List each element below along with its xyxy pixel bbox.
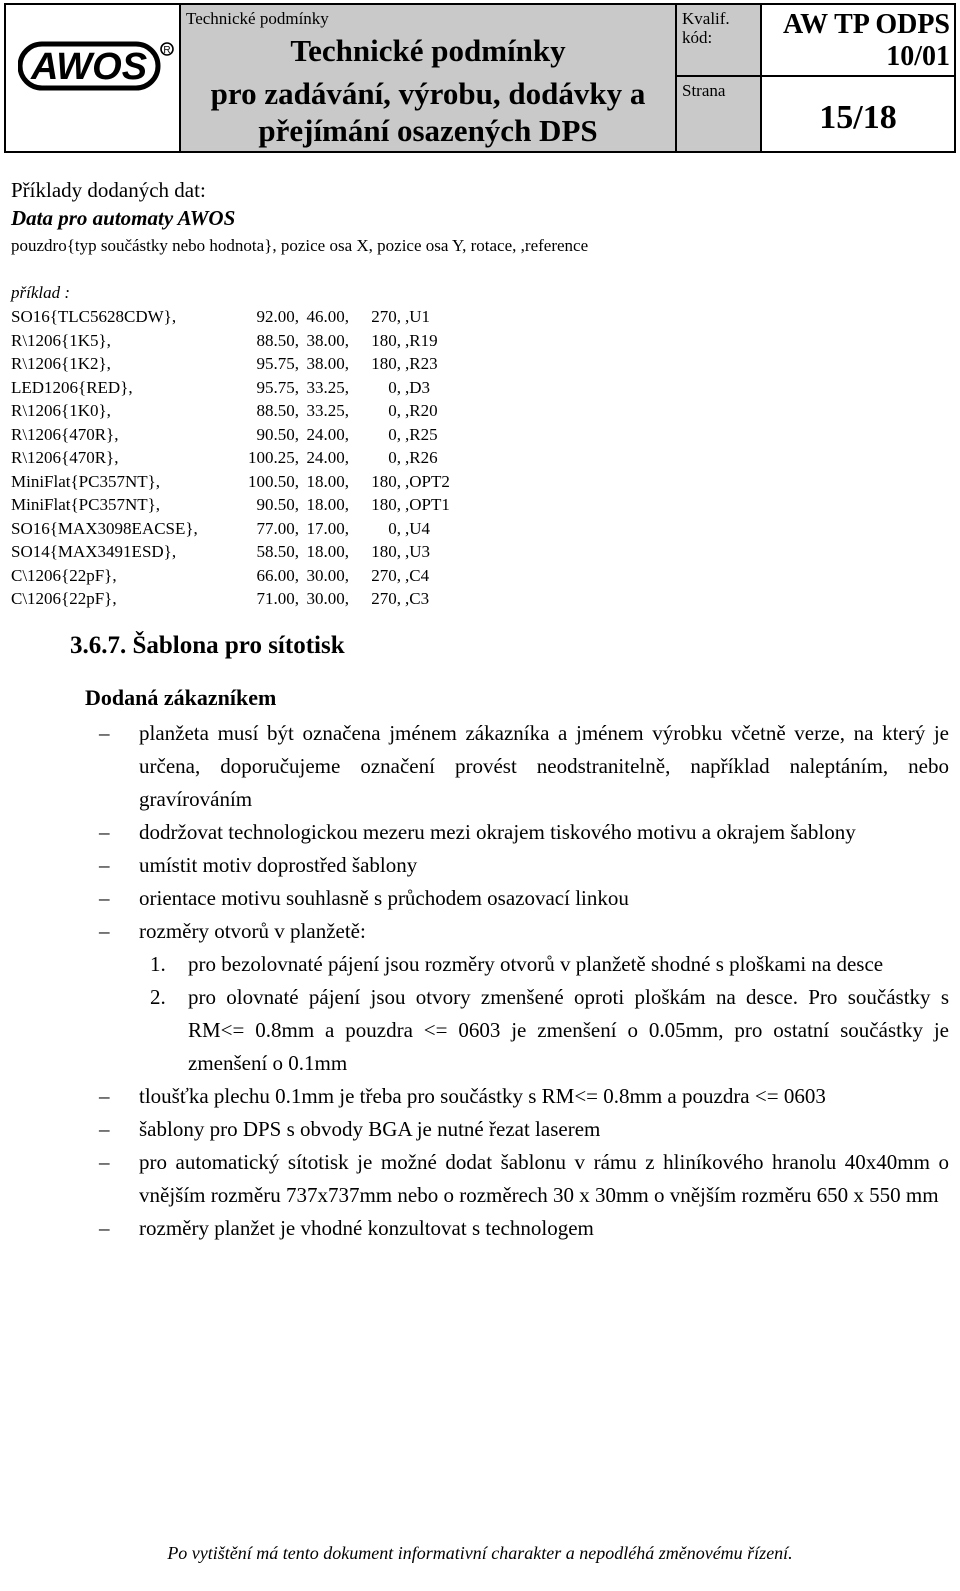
data-cell-y: 46.00, [306,307,349,326]
examples-subtitle: Data pro automaty AWOS [11,206,236,230]
company-logo [6,5,175,142]
data-cell-rot: 0, [388,401,401,420]
data-cell-part: MiniFlat{PC357NT}, [11,495,161,514]
data-cell-ref: ,U4 [405,518,431,538]
data-cell-rot: 0, [388,448,401,467]
data-cell-y: 33.25, [306,401,349,420]
data-cell-rot: 270, [371,589,401,608]
data-cell-y: 30.00, [306,565,349,585]
section-heading: 3.6.7. Šablona pro sítotisk [70,632,345,659]
awos-logo-icon [18,40,174,92]
page-label: Strana [682,81,726,100]
data-cell-part: C\1206{22pF}, [11,565,117,585]
data-cell-rot: 0, [388,377,401,397]
title-line-1: Technické podmínky [290,33,566,68]
data-cell-part: SO16{TLC5628CDW}, [11,307,177,326]
data-cell-part: MiniFlat{PC357NT}, [11,471,161,491]
data-cell-part: LED1206{RED}, [11,377,133,397]
data-cell-ref: ,R20 [405,401,438,420]
data-cell-y: 38.00, [306,330,349,350]
page-number: 15/18 [819,99,897,136]
data-cell-y: 17.00, [306,518,349,538]
data-cell-y: 33.25, [306,377,349,397]
data-cell-x: 100.50, [248,471,299,491]
footer-note: Po vytištění má tento dokument informativní charakter a nepodléhá změnovému řízení. [167,1543,793,1563]
data-cell-y: 38.00, [306,354,349,373]
data-cell-ref: ,R23 [405,354,438,373]
data-cell-rot: 0, [388,518,401,538]
data-cell-x: 95.75, [256,377,299,397]
data-cell-x: 88.50, [256,330,299,350]
data-cell-ref: ,U1 [405,307,431,326]
examples-title: Příklady dodaných dat: [11,178,206,202]
data-cell-ref: ,C3 [405,589,430,608]
data-cell-rot: 180, [371,354,401,373]
title-line-2: pro zadávání, výrobu, dodávky a [210,76,646,111]
title-cell [180,4,676,152]
data-cell-rot: 180, [371,542,401,561]
list-item: – umístit motiv doprostřed šablony [99,853,418,877]
data-cell-ref: ,C4 [405,565,430,585]
data-cell-y: 30.00, [306,589,349,608]
data-cell-rot: 0, [388,424,401,444]
data-cell-rot: 180, [371,471,401,491]
document-header [4,3,956,153]
data-cell-part: C\1206{22pF}, [11,589,117,608]
numbered-sub-item: 1. pro bezolovnaté pájení jsou rozměry otvorů v planžetě shodné s ploškami na desce [150,952,884,976]
data-cell-x: 66.00, [256,565,299,585]
data-cell-ref: ,OPT2 [405,471,450,491]
data-format-line: pouzdro{typ součástky nebo hodnota}, pozice osa X, pozice osa Y, rotace, ,reference [11,236,589,255]
data-cell-part: R\1206{470R}, [11,448,119,467]
data-cell-part: R\1206{1K2}, [11,354,111,373]
data-cell-y: 18.00, [306,495,349,514]
doc-code-line-2: 10/01 [886,41,950,72]
data-cell-rot: 180, [371,330,401,350]
data-cell-x: 71.00, [256,589,299,608]
numbered-sub-item: 2. pro olovnaté pájení jsou otvory zmenšené oproti ploškám na desce. Pro součástky s RM<= 0.8mm a pouzdra <= 0603 je zmenšení o 0.05mm, pro ostatní součástky je zmenšení o 0.1mm [150,985,949,1075]
logo-text: AWOS [30,46,148,88]
data-cell-y: 18.00, [306,471,349,491]
list-item: – planžeta musí být označena jménem zákazníka a jménem výrobku včetně verze, na který je určena, doporučujeme označení provést neodstranitelně, například naleptáním, nebo gravírováním [99,721,949,811]
data-cell-x: 95.75, [256,354,299,373]
logo-cell [5,4,180,152]
list-item: – pro automatický sítotisk je možné dodat šablonu v rámu z hliníkového hranolu 40x40mm o vnějším rozměru 737x737mm nebo o rozměrech 30 x 30mm o vnějším rozměru 650 x 550 mm [99,1150,949,1207]
data-cell-ref: ,R25 [405,424,438,444]
list-item: – rozměry otvorů v planžetě: [99,919,366,943]
data-cell-x: 58.50, [256,542,299,561]
label-cell [676,4,761,152]
data-cell-rot: 180, [371,495,401,514]
list-item: – orientace motivu souhlasně s průchodem osazovací linkou [99,886,629,910]
data-cell-y: 24.00, [306,448,349,467]
data-cell-ref: ,U3 [405,542,431,561]
list-item: – šablony pro DPS s obvody BGA je nutné řezat laserem [99,1117,601,1141]
kvalif-label: Kvalif. kód: [682,9,730,47]
doc-type-label: Technické podmínky [186,9,329,28]
data-cell-y: 24.00, [306,424,349,444]
data-cell-rot: 270, [371,565,401,585]
data-cell-ref: ,D3 [405,377,431,397]
list-item: – tloušťka plechu 0.1mm je třeba pro součástky s RM<= 0.8mm a pouzdra <= 0603 [99,1084,826,1108]
svg-text:R: R [163,45,171,56]
list-item: – dodržovat technologickou mezeru mezi okrajem tiskového motivu a okrajem šablony [99,820,856,844]
data-cell-part: R\1206{1K0}, [11,401,111,420]
data-cell-ref: ,R19 [405,330,438,350]
data-cell-ref: ,OPT1 [405,495,450,514]
data-cell-x: 77.00, [256,518,299,538]
doc-code-line-1: AW TP ODPS [782,9,950,40]
data-cell-part: SO16{MAX3098EACSE}, [11,518,198,538]
data-cell-rot: 270, [371,307,401,326]
example-label: příklad : [11,283,71,302]
data-cell-y: 18.00, [306,542,349,561]
requirements-list [99,717,949,1245]
data-cell-ref: ,R26 [405,448,438,467]
data-cell-x: 90.50, [256,495,299,514]
section-subheading: Dodaná zákazníkem [85,685,277,710]
data-cell-part: R\1206{470R}, [11,424,119,444]
data-cell-x: 90.50, [256,424,299,444]
data-cell-part: R\1206{1K5}, [11,330,111,350]
title-line-3: přejímání osazených DPS [258,113,598,148]
data-cell-part: SO14{MAX3491ESD}, [11,542,177,561]
data-cell-x: 100.25, [248,448,299,467]
list-item: – rozměry planžet je vhodné konzultovat s technologem [99,1216,594,1240]
data-cell-x: 88.50, [256,401,299,420]
data-cell-x: 92.00, [256,307,299,326]
code-cell [761,4,955,152]
